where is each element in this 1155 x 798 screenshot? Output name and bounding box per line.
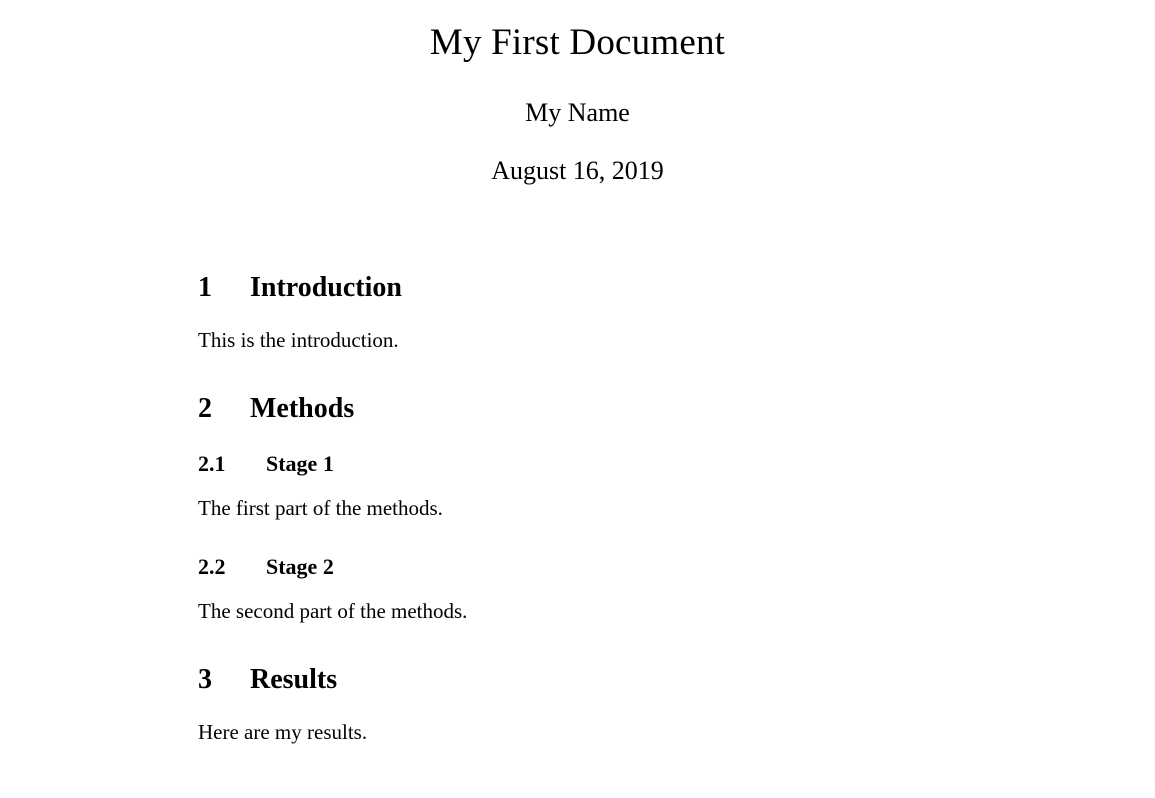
document-date: August 16, 2019 xyxy=(491,156,664,186)
section-number-3: 3 xyxy=(198,664,212,696)
section-title-3: Results xyxy=(250,664,338,696)
section-heading-2 xyxy=(198,392,957,426)
subsection-stage-1 xyxy=(198,451,957,523)
subsection-heading-2-1 xyxy=(198,451,957,477)
section-introduction xyxy=(198,271,957,354)
document-title: My First Document xyxy=(429,22,726,63)
section-methods xyxy=(198,392,957,625)
subsection-stage-2 xyxy=(198,554,957,626)
section-paragraph-3: Here are my results. xyxy=(198,719,368,744)
subsection-paragraph-2-2: The second part of the methods. xyxy=(198,598,468,623)
section-number-2: 2 xyxy=(198,393,212,425)
subsection-paragraph-2-1: The first part of the methods. xyxy=(198,496,443,521)
section-number-1: 1 xyxy=(198,272,212,304)
section-heading-3 xyxy=(198,663,957,697)
subsection-title-2-1: Stage 1 xyxy=(266,450,334,476)
section-paragraph-1: This is the introduction. xyxy=(198,327,399,352)
section-title-1: Introduction xyxy=(250,272,402,304)
section-title-2: Methods xyxy=(250,393,355,425)
section-results xyxy=(198,663,957,746)
subsection-title-2-2: Stage 2 xyxy=(266,553,334,579)
subsection-number-2-1: 2.1 xyxy=(198,450,226,476)
section-heading-1 xyxy=(198,271,957,305)
document-author: My Name xyxy=(525,97,630,127)
document-body xyxy=(0,238,1155,746)
subsection-number-2-2: 2.2 xyxy=(198,553,226,579)
subsection-heading-2-2 xyxy=(198,554,957,580)
